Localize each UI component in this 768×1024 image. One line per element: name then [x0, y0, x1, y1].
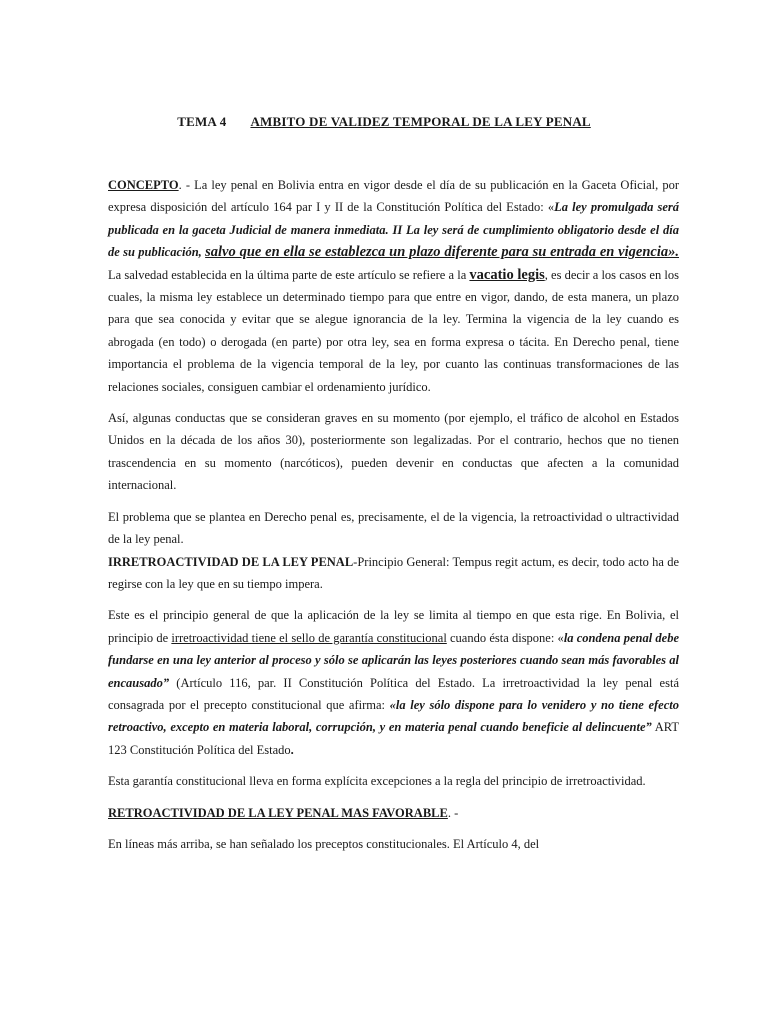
- principle-underlined: irretroactividad tiene el sello de garantía constitucional: [171, 630, 447, 645]
- concepto-text-1: . - La ley penal en Bolivia entra en vigor desde el día de su publicación en la Gaceta Oficial, por expresa disposición del artículo 164 par I y II de la Constitución Política del Estado: «: [108, 178, 679, 215]
- tema-label: TEMA 4: [177, 114, 227, 129]
- tema-heading: AMBITO DE VALIDEZ TEMPORAL DE LA LEY PENAL: [250, 114, 591, 129]
- vacatio-legis-term: vacatio legis: [469, 266, 545, 283]
- principle-text-3: (Artículo 116, par. II Constitución Política del Estado. La irretroactividad la ley penal está consagrada por el precepto constitucional que afirma:: [108, 675, 679, 712]
- paragraph-last: En líneas más arriba, se han señalado los preceptos constitucionales. El Artículo 4, del: [108, 836, 540, 851]
- paragraph-guarantee: Esta garantía constitucional lleva en forma explícita excepciones a la regla del principio de irretroactividad.: [108, 774, 646, 789]
- document-body: [108, 174, 679, 864]
- document-title: [0, 114, 768, 130]
- paragraph-retroactividad-heading: [108, 802, 679, 824]
- retroactividad-suffix: . -: [447, 805, 459, 820]
- concepto-text-2: La salvedad establecida en la última parte de este artículo se refiere a la: [108, 267, 470, 282]
- irretroactividad-heading: IRRETROACTIVIDAD DE LA LEY PENAL: [108, 554, 354, 569]
- paragraph-problem: El problema que se plantea en Derecho penal es, precisamente, el de la vigencia, la retroactividad o ultractividad de la ley penal.: [108, 509, 679, 547]
- constitution-quote-1: La ley promulgada será publicada en la gaceta Judicial de manera inmediata. II La ley será de cumplimiento obligatorio desde el día de su publicación,: [108, 200, 679, 260]
- paragraph-examples: Así, algunas conductas que se consideran graves en su momento (por ejemplo, el tráfico de alcohol en Estados Unidos en la década de los años 30), posteriormente son legalizadas. Por el contrario, hechos que no tienen trascendencia en su momento (narcóticos), pueden devenir en conductas que afecten a la comunidad internacional.: [108, 411, 679, 493]
- principle-text-2: cuando ésta dispone: «: [446, 630, 564, 645]
- article-123-quote: «la ley sólo dispone para lo venidero y no tiene efecto retroactivo, excepto en materia laboral, corrupción, y en materia penal cuando beneficie al delincuente”: [108, 697, 679, 735]
- paragraph-principle: [108, 604, 679, 761]
- paragraph-irretroactividad: [108, 551, 679, 596]
- principle-text-4: ART 123 Constitución Política del Estado: [108, 720, 680, 757]
- irretroactividad-text: -Principio General: Tempus regit actum, es decir, todo acto ha de regirse con la ley que en su tiempo impera.: [108, 554, 679, 591]
- paragraph-concepto: [108, 174, 679, 398]
- principle-text-1: Este es el principio general de que la aplicación de la ley se limita al tiempo en que esta rige. En Bolivia, el principio de: [108, 608, 679, 645]
- retroactividad-heading: RETROACTIVIDAD DE LA LEY PENAL MAS FAVORABLE: [108, 805, 448, 820]
- concepto-text-3: , es decir a los casos en los cuales, la misma ley establece un determinado tiempo para que entre en vigor, dando, de esta manera, un plazo para que sea conocida y evitar que se alegue ignorancia de la ley. Termina la vigencia de la ley cuando es abrogada (en todo) o derogada (en parte) por otra ley, sea en forma expresa o tácita. En Derecho penal, tiene importancia el problema de la vigencia temporal de la ley, por cuanto las continuas transformaciones de las relaciones sociales, consiguen cambiar el ordenamiento jurídico.: [108, 267, 679, 394]
- article-116-quote: la condena penal debe fundarse en una ley anterior al proceso y sólo se aplicarán las leyes posteriores cuando sean más favorables al encausado”: [108, 630, 680, 690]
- constitution-quote-2: salvo que en ella se establezca un plazo diferente para su entrada en vigencia».: [205, 244, 679, 261]
- concepto-heading: CONCEPTO: [108, 178, 179, 192]
- principle-text-5: .: [290, 742, 294, 757]
